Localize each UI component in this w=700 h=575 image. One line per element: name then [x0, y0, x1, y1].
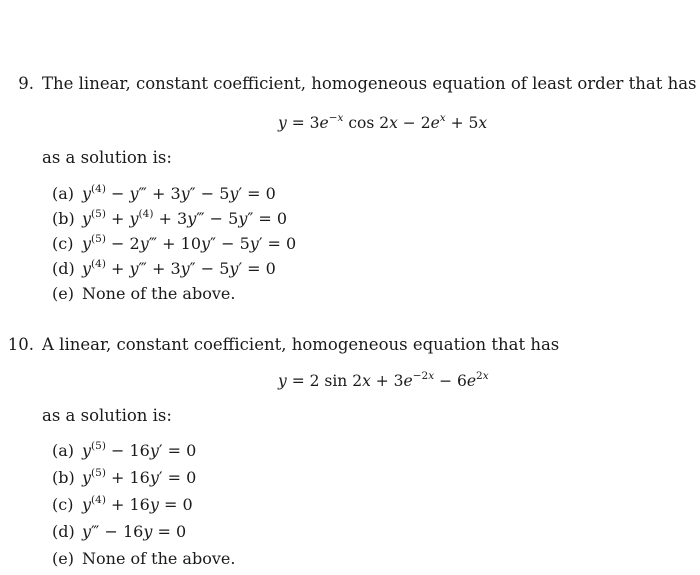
option-9c[interactable]: (c) $y^{(5)}$ − 2y‴ + 10y″ − 5y′ = 0 [52, 233, 297, 253]
option-9e[interactable]: (e) None of the above. [52, 284, 236, 303]
question-10-intro: as a solution is: [42, 406, 172, 425]
option-10c[interactable]: (c) $y^{(4)} + 16y = 0$ [52, 494, 193, 514]
question-9-solution-equation: $y = 3e^{-x}$ $\cos 2x - 2e^x + 5x$ [278, 112, 488, 132]
question-9-stem: The linear, constant coefficient, homogeneous equation of least order that has [42, 74, 697, 93]
option-9d[interactable]: (d) $y^{(4)}$ + y‴ + 3y″ − 5y′ = 0 [52, 258, 276, 278]
option-10e[interactable]: (e) None of the above. [52, 549, 236, 568]
option-9a[interactable]: (a) $y^{(4)}$ − y‴ + 3y″ − 5y′ = 0 [52, 183, 276, 203]
question-10-stem: A linear, constant coefficient, homogeneous equation that has [42, 335, 560, 354]
question-9-number: 9. [18, 74, 34, 93]
question-10-solution-equation: y = 2 $\sin 2x + 3e^{-2x} - 6e^{2x}$ [278, 370, 489, 390]
question-10-number: 10. [7, 335, 34, 354]
option-10b[interactable]: (b) $y^{(5)} + 16y' = 0$ [52, 467, 197, 487]
option-10d[interactable]: (d) y‴ − 16y = 0 [52, 522, 187, 541]
option-9b[interactable]: (b) $y^{(5)} + y^{(4)}$ + 3y‴ − 5y″ = 0 [52, 208, 288, 228]
question-9-intro: as a solution is: [42, 148, 172, 167]
option-10a[interactable]: (a) $y^{(5)} - 16y' = 0$ [52, 440, 197, 460]
